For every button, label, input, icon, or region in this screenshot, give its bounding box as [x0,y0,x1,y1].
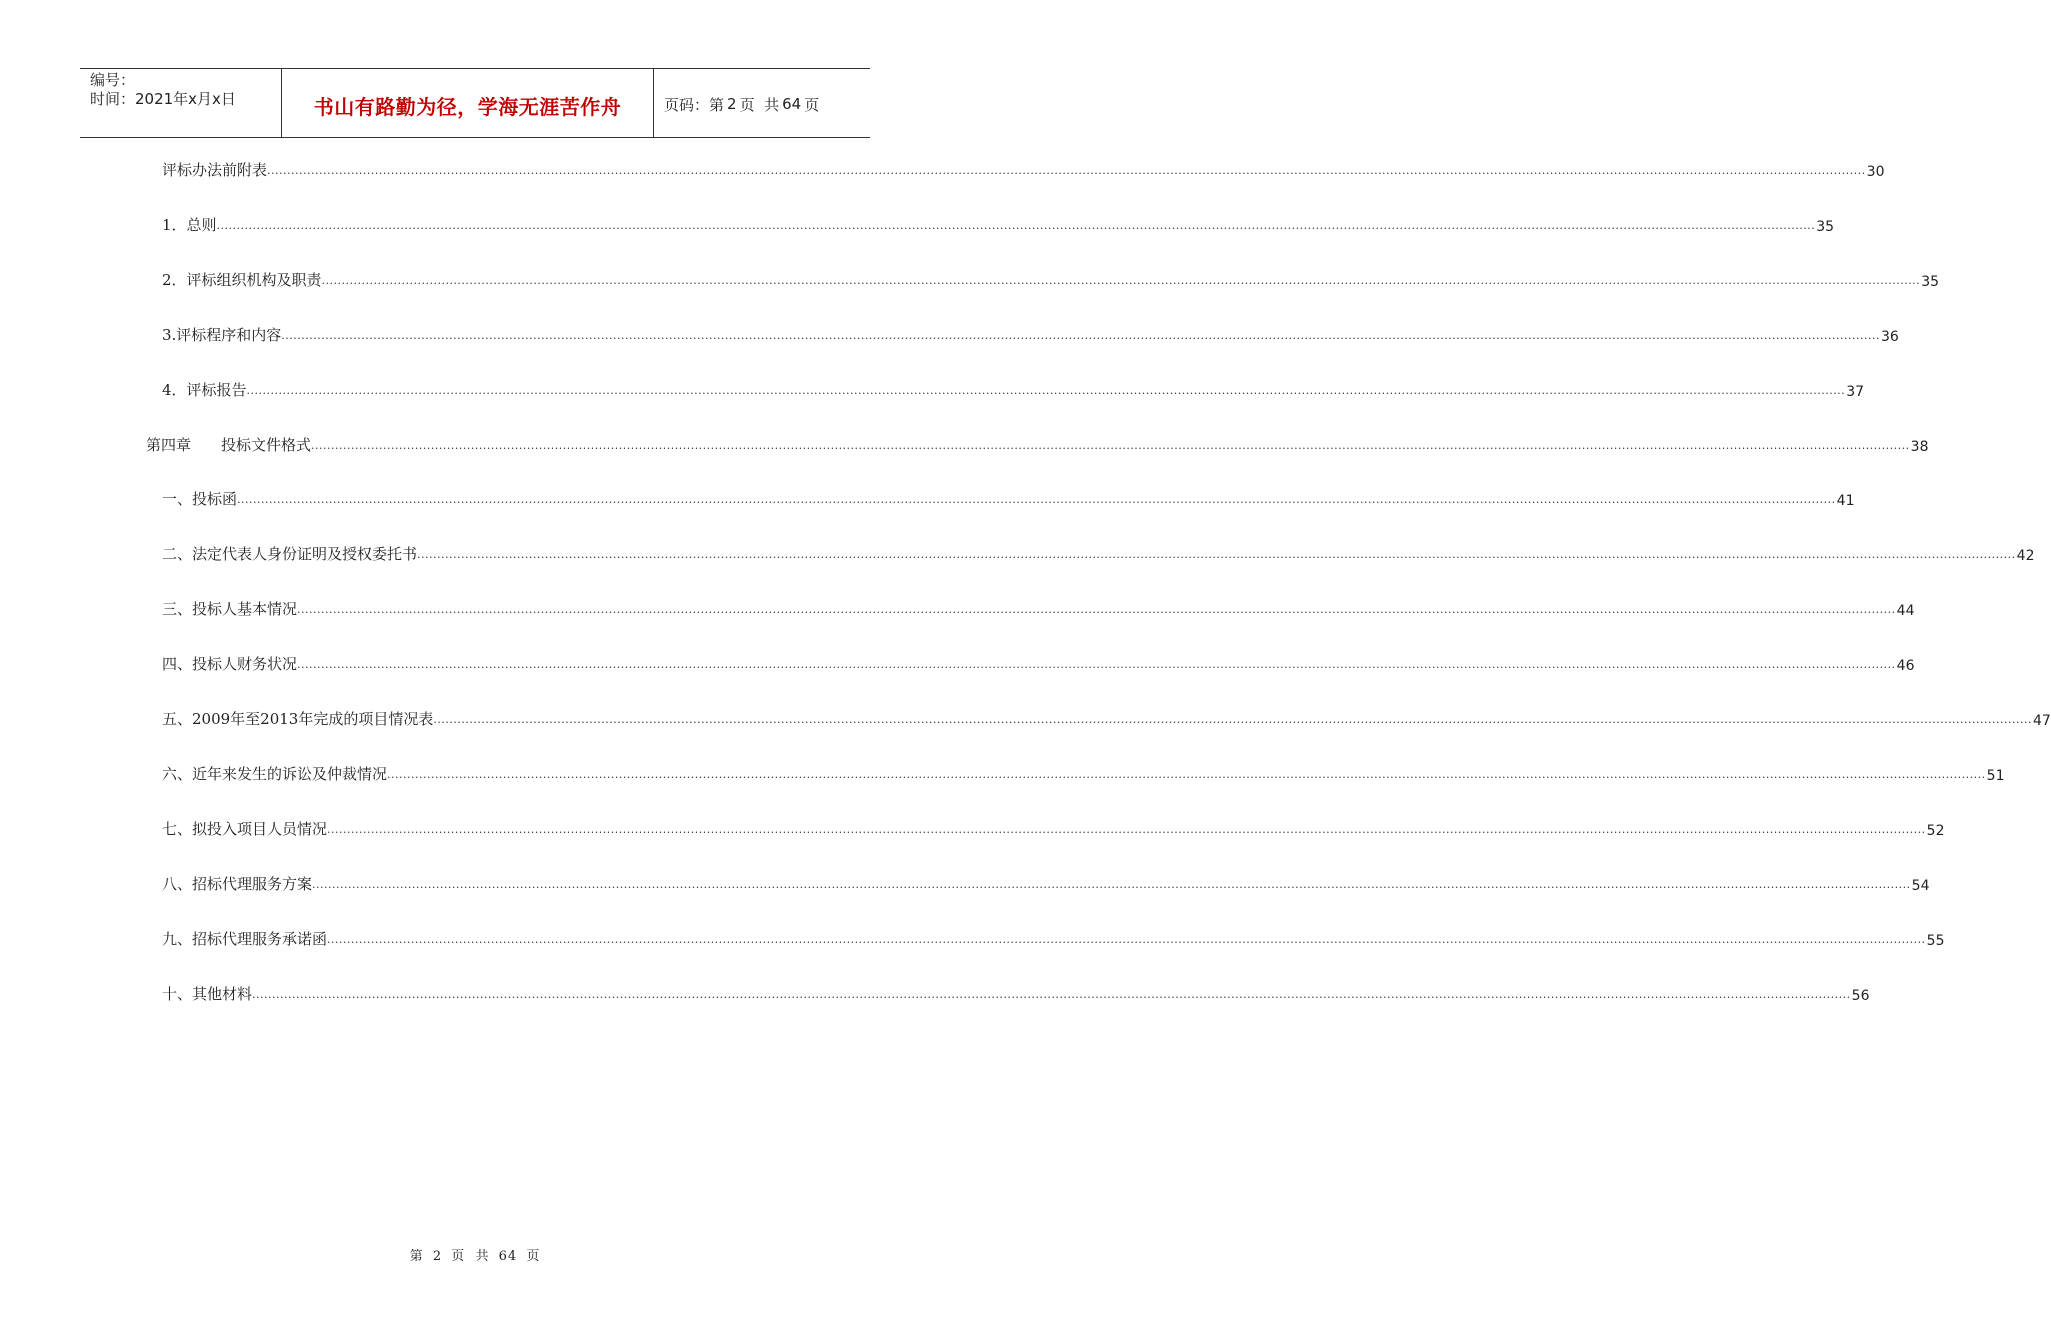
toc-dot-leader: ................................................................................................................................................................................................................................................................................................................................................................................................................ [327,822,1926,836]
header-meta [80,69,282,137]
header-page-total: 64 [782,95,802,113]
toc-entry-title: 八、招标代理服务方案 [162,874,313,893]
toc-entry-title: 三、投标人基本情况 [162,600,298,619]
toc-entry-title: 二、法定代表人身份证明及授权委托书 [162,545,418,564]
toc-dot-leader: ................................................................................................................................................................................................................................................................................................................................................................................................................ [216,218,1816,232]
toc-entry-title: 3.评标程序和内容 [162,325,282,344]
toc-entry-title: 1．总则 [162,215,217,234]
header-page-prefix: 页码：第 [664,95,725,114]
toc-entry-page: 56 [1851,987,1870,1004]
toc-dot-leader: ................................................................................................................................................................................................................................................................................................................................................................................................................ [297,658,1896,672]
footer-mid: 页 共 [451,1249,490,1264]
toc-entry[interactable] [162,982,1870,1004]
toc-dot-leader: ................................................................................................................................................................................................................................................................................................................................................................................................................ [267,164,1866,177]
toc-entry[interactable] [162,927,1945,949]
toc-dot-leader: ................................................................................................................................................................................................................................................................................................................................................................................................................ [281,328,1880,342]
toc-entry-title: 2．评标组织机构及职责 [162,270,322,289]
toc-entry-page: 35 [1921,273,1940,290]
toc-entry[interactable] [162,213,1835,235]
toc-entry[interactable] [162,707,2051,729]
toc-dot-leader: ................................................................................................................................................................................................................................................................................................................................................................................................................ [252,987,1851,1001]
toc-entry-title: 一、投标函 [162,490,238,509]
toc-dot-leader: ................................................................................................................................................................................................................................................................................................................................................................................................................ [312,877,1911,891]
toc-entry-page: 51 [1986,767,2005,784]
toc-entry-page: 47 [2033,713,2051,729]
footer-current: 2 [432,1249,443,1264]
toc-entry[interactable] [162,542,2035,565]
toc-entry-page: 55 [1926,932,1945,949]
toc-entry-page: 42 [2016,548,2035,565]
toc-dot-leader: ................................................................................................................................................................................................................................................................................................................................................................................................................ [311,438,1910,452]
toc-entry[interactable] [162,597,1915,620]
toc-entry[interactable] [162,158,1885,180]
toc-entry[interactable] [162,268,1940,290]
header-page-number [654,69,870,137]
toc-dot-leader: ................................................................................................................................................................................................................................................................................................................................................................................................................ [297,603,1896,617]
toc-entry-page: 30 [1866,164,1885,180]
toc-entry-page: 36 [1880,328,1899,345]
toc-entry-title: 评标办法前附表 [162,161,268,179]
header-page-suffix: 页 [804,95,820,114]
toc-entry-title: 4．评标报告 [162,380,247,399]
header-motto-cell [282,69,654,137]
footer-prefix: 第 [409,1249,424,1264]
toc-dot-leader: ................................................................................................................................................................................................................................................................................................................................................................................................................ [417,548,2016,562]
page-footer [0,1245,950,1264]
toc-dot-leader: ................................................................................................................................................................................................................................................................................................................................................................................................................ [321,273,1921,287]
toc-entry[interactable] [162,762,2005,784]
header-motto: 书山有路勤为径，学海无涯苦作舟 [313,94,622,119]
header-page-current: 2 [727,95,737,113]
toc-entry[interactable] [146,433,1929,455]
toc-dot-leader: ................................................................................................................................................................................................................................................................................................................................................................................................................ [246,383,1846,397]
toc-entry-page: 41 [1836,493,1855,510]
toc-entry-page: 46 [1896,658,1915,675]
toc-entry-page: 38 [1910,438,1929,455]
toc-entry[interactable] [162,487,1855,510]
toc-entry[interactable] [162,323,1899,345]
toc-dot-leader: ................................................................................................................................................................................................................................................................................................................................................................................................................ [387,767,1986,781]
page-header [80,68,870,138]
toc-entry-title: 四、投标人财务状况 [162,655,298,674]
toc-entry-page: 35 [1816,218,1835,235]
toc-entry-page: 52 [1926,822,1945,839]
toc-dot-leader: ................................................................................................................................................................................................................................................................................................................................................................................................................ [433,713,2032,726]
toc-entry-title: 五、2009年至2013年完成的项目情况表 [162,710,434,728]
footer-suffix: 页 [526,1249,541,1264]
toc-entry-title: 第四章 投标文件格式 [146,435,312,454]
toc-entry[interactable] [162,817,1945,839]
toc-entry-title: 七、拟投入项目人员情况 [162,819,328,838]
toc-entry[interactable] [162,378,1865,400]
header-page-mid: 页 共 [739,95,780,114]
serial-number-label: 编号： [90,71,136,89]
date-label: 时间：2021年x月x日 [90,90,236,108]
toc-entry[interactable] [162,652,1915,675]
toc-dot-leader: ................................................................................................................................................................................................................................................................................................................................................................................................................ [237,493,1836,507]
toc-entry-title: 十、其他材料 [162,984,253,1003]
toc-entry-page: 37 [1846,383,1865,400]
footer-total: 64 [498,1249,518,1264]
toc-entry[interactable] [162,872,1930,894]
toc-entry-title: 九、招标代理服务承诺函 [162,929,328,948]
toc-dot-leader: ................................................................................................................................................................................................................................................................................................................................................................................................................ [327,932,1926,946]
toc-entry-page: 54 [1911,877,1930,894]
toc-entry-page: 44 [1896,603,1915,620]
toc-entry-title: 六、近年来发生的诉讼及仲裁情况 [162,764,388,783]
